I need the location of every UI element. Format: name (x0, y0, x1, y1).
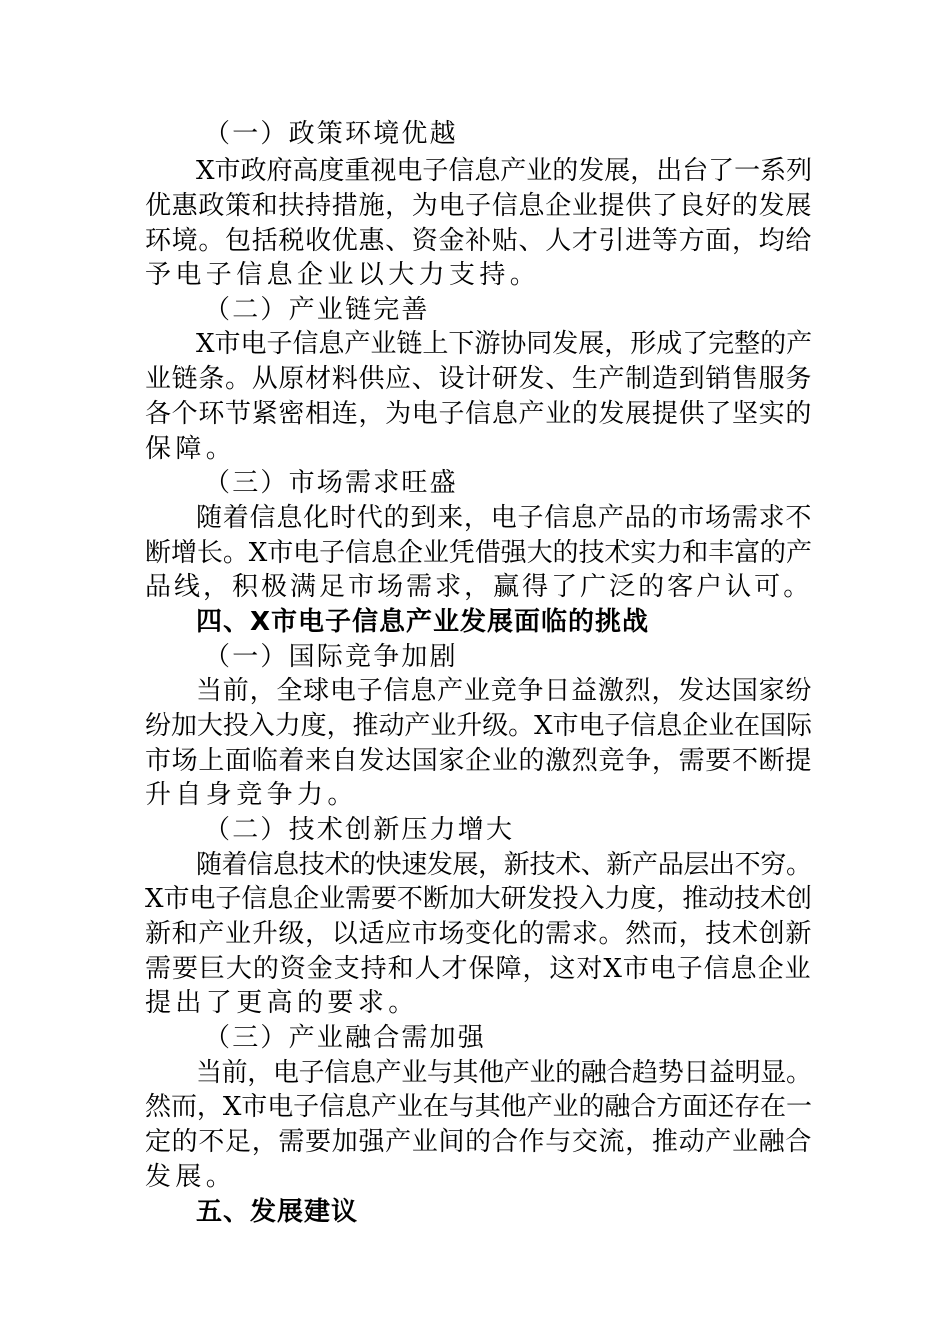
paragraph-line: 优惠政策和扶持措施，为电子信息企业提供了良好的发展 (145, 191, 813, 221)
subheading-policy-environment: （一）政策环境优越 (204, 119, 458, 149)
paragraph-line: X市政府高度重视电子信息产业的发展，出台了一系列 (196, 156, 813, 186)
paragraph-line: 品线，积极满足市场需求，赢得了广泛的客户认可。 (145, 572, 813, 602)
section-heading-suggestions: 五、发展建议 (196, 1197, 359, 1227)
paragraph-line: X市电子信息产业链上下游协同发展，形成了完整的产 (196, 329, 813, 359)
subheading-international-competition: （一）国际竞争加剧 (204, 642, 458, 672)
paragraph-line: 纷加大投入力度，推动产业升级。X市电子信息企业在国际 (145, 711, 812, 741)
paragraph-line: 需要巨大的资金支持和人才保障，这对X市电子信息企业 (145, 954, 812, 984)
subheading-market-demand: （三）市场需求旺盛 (204, 468, 458, 498)
paragraph-line: 随着信息化时代的到来，电子信息产品的市场需求不 (196, 503, 813, 533)
paragraph-line: 断增长。X市电子信息企业凭借强大的技术实力和丰富的产 (145, 538, 812, 568)
paragraph-line: 当前，电子信息产业与其他产业的融合趋势日益明显。 (196, 1058, 812, 1088)
paragraph-line: 环境。包括税收优惠、资金补贴、人才引进等方面，均给 (145, 226, 813, 256)
paragraph-line: 各个环节紧密相连，为电子信息产业的发展提供了坚实的 (145, 399, 813, 429)
paragraph-line: 定的不足，需要加强产业间的合作与交流，推动产业融合 (145, 1127, 813, 1157)
paragraph-line: 保障。 (145, 434, 237, 464)
subheading-industry-chain: （二）产业链完善 (204, 295, 430, 325)
subheading-innovation-pressure: （二）技术创新压力增大 (204, 815, 515, 845)
paragraph-line: 新和产业升级，以适应市场变化的需求。然而，技术创新 (145, 919, 813, 949)
paragraph-line: 升自身竞争力。 (145, 780, 358, 810)
paragraph-line: X市电子信息企业需要不断加大研发投入力度，推动技术创 (145, 884, 812, 914)
paragraph-line: 提出了更高的要求。 (145, 988, 419, 1018)
section-heading-challenges: 四、X市电子信息产业发展面临的挑战 (196, 607, 650, 637)
paragraph-line: 予电子信息企业以大力支持。 (145, 260, 541, 290)
paragraph-line: 当前，全球电子信息产业竞争日益激烈，发达国家纷 (196, 676, 813, 706)
paragraph-line: 然而，X市电子信息产业在与其他产业的融合方面还存在一 (145, 1092, 812, 1122)
paragraph-line: 随着信息技术的快速发展，新技术、新产品层出不穷。 (196, 850, 812, 880)
paragraph-line: 市场上面临着来自发达国家企业的激烈竞争，需要不断提 (145, 746, 813, 776)
subheading-industry-integration: （三）产业融合需加强 (204, 1023, 487, 1053)
paragraph-line: 发展。 (145, 1162, 237, 1192)
paragraph-line: 业链条。从原材料供应、设计研发、生产制造到销售服务 (145, 364, 813, 394)
